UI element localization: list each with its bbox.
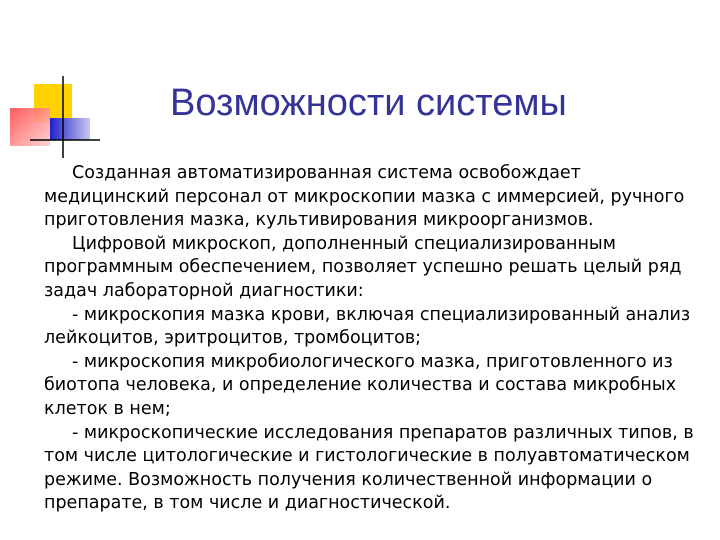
decorative-squares [0, 0, 110, 160]
paragraph-microscope: Цифровой микроскоп, дополненный специализированным программным обеспечением, позволяет успешно решать целый ряд задач лабораторной диагностики: [44, 233, 682, 301]
paragraph-microbiology-smear: - микроскопия микробиологического мазка, приготовленного из биотопа человека, и определение количества и состава микробных клеток в нем; [44, 351, 677, 419]
paragraph-cytology: - микроскопические исследования препаратов различных типов, в том числе цитологические и гистологические в полуавтоматическом режиме. Возможность получения количественной информации о препарате, в том числе и диагностической. [44, 422, 694, 514]
slide-body [44, 162, 704, 516]
paragraph-blood-smear: - микроскопия мазка крови, включая специализированный анализ лейкоцитов, эритроцитов, тромбоцитов; [44, 304, 691, 349]
slide-title: Возможности системы [170, 82, 567, 124]
paragraph-intro: Созданная автоматизированная система освобождает медицинский персонал от микроскопии мазка с иммерсией, ручного приготовления мазка, культивирования микроорганизмов. [44, 163, 685, 231]
blue-square [50, 118, 90, 140]
